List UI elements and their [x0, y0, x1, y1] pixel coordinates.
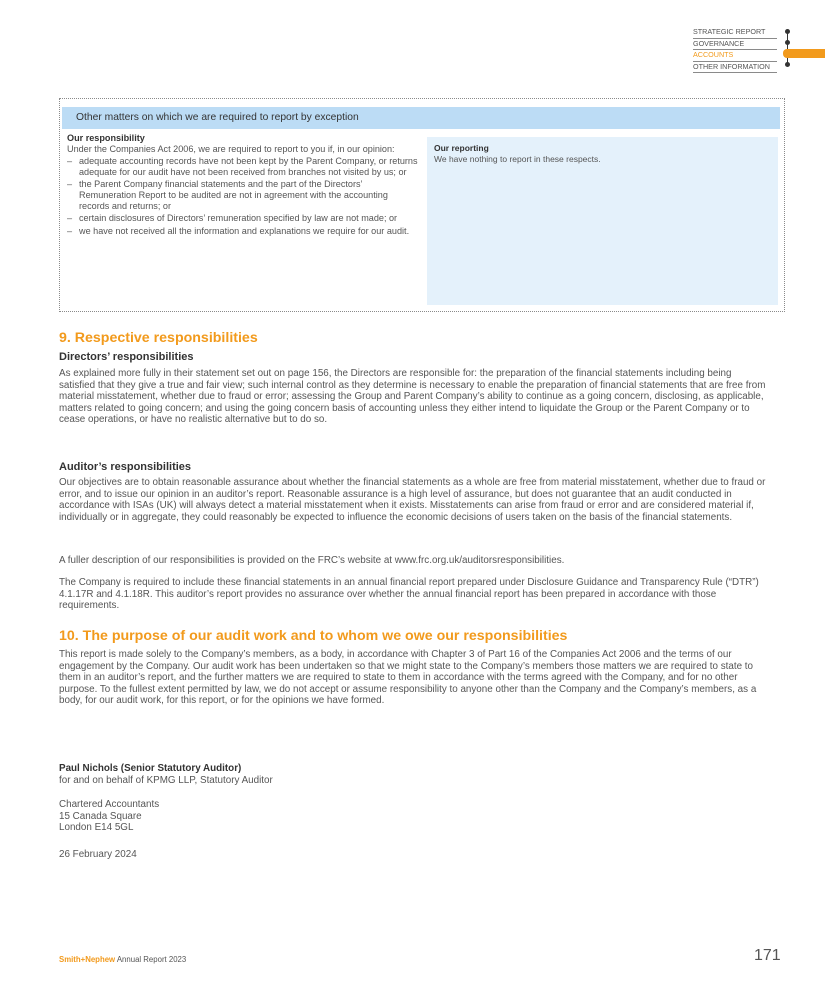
nav-item-other-information[interactable]: OTHER INFORMATION: [693, 62, 777, 74]
dtr-text: The Company is required to include these financial statements in an annual financial report prepared under Disclosure Guidance and Transparency Rule (“DTR”) 4.1.17R and 4.1.18R. This auditor’s report provides no assurance over whether the annual financial report has been prepared in accordance with those requirements.: [59, 577, 759, 611]
auditor-behalf: for and on behalf of KPMG LLP, Statutory Auditor: [59, 774, 273, 786]
signature-date: 26 February 2024: [59, 849, 137, 860]
other-matters-box: [59, 98, 785, 312]
our-responsibility-title: Our responsibility: [67, 133, 145, 143]
auditor-name: Paul Nichols (Senior Statutory Auditor): [59, 763, 242, 774]
our-reporting-text: We have nothing to report in these respects.: [434, 153, 601, 164]
directors-responsibilities-text: As explained more fully in their statement set out on page 156, the Directors are responsible for: the preparation of the financial statements including being satisfied that they give a true and fair view; such internal control as they determine is necessary to enable the preparation of financial statements that are free from material misstatement, whether due to fraud or error; assessing the Group and Parent Company’s ability to continue as a going concern, disclosing, as applicable, matters related to going concern; and using the going concern basis of accounting unless they either intend to liquidate the Group or the Parent Company or to cease operations, or have no realistic alternative but to do so.: [59, 368, 766, 425]
nav-item-strategic-report[interactable]: STRATEGIC REPORT: [693, 27, 777, 39]
brand-name: Smith+Nephew: [59, 955, 116, 964]
our-responsibility-intro: Under the Companies Act 2006, we are required to report to you if, in our opinion:: [67, 143, 395, 154]
nav-item-governance[interactable]: GOVERNANCE: [693, 39, 777, 51]
our-reporting-title: Our reporting: [434, 143, 489, 153]
responsibility-list: [67, 156, 419, 236]
address-line: Chartered Accountants: [59, 799, 160, 810]
address-line: London E14 5GL: [59, 822, 134, 833]
report-name: Annual Report 2023: [116, 955, 187, 964]
nav-dot-icon: [785, 40, 790, 45]
footer-brand: [59, 955, 186, 964]
auditors-responsibilities-title: Auditor’s responsibilities: [59, 461, 192, 473]
list-item: – we have not received all the information and explanations we require for our audit.: [67, 226, 419, 237]
section-9-title: 9. Respective responsibilities: [59, 330, 258, 346]
list-item: – the Parent Company financial statements and the part of the Directors’ Remuneration Report to be audited are not in agreement with the accounting records and returns; or: [67, 179, 419, 211]
our-reporting-panel: [427, 137, 778, 305]
frc-reference-text: A fuller description of our responsibilities is provided on the FRC’s website at www.frc.org.uk/auditorsresponsibilities.: [59, 555, 565, 566]
other-matters-heading: Other matters on which we are required to report by exception: [62, 107, 780, 129]
directors-responsibilities-title: Directors’ responsibilities: [59, 351, 194, 363]
nav-item-accounts[interactable]: ACCOUNTS: [693, 50, 777, 62]
list-item: – adequate accounting records have not been kept by the Parent Company, or returns adequate for our audit have not been received from branches not visited by us; or: [67, 156, 419, 177]
nav-active-marker: [783, 49, 825, 58]
nav-track: [787, 30, 788, 66]
nav-dot-icon: [785, 62, 790, 67]
section-10-title: 10. The purpose of our audit work and to whom we owe our responsibilities: [59, 628, 568, 644]
section-nav: [693, 27, 777, 73]
auditors-responsibilities-text: Our objectives are to obtain reasonable assurance about whether the financial statements as a whole are free from material misstatement, whether due to fraud or error, and to issue our opinion in an auditor’s report. Reasonable assurance is a high level of assurance, but does not guarantee that an audit conducted in accordance with ISAs (UK) will always detect a material misstatement when it exists. Misstatements can arise from fraud or error and are considered material if, individually or in aggregate, they could reasonably be expected to influence the economic decisions of users taken on the basis of the financial statements.: [59, 477, 766, 523]
our-responsibility-panel: [67, 133, 419, 236]
address-line: 15 Canada Square: [59, 810, 142, 822]
nav-dot-icon: [785, 29, 790, 34]
section-10-text: This report is made solely to the Company’s members, as a body, in accordance with Chapter 3 of Part 16 of the Companies Act 2006 and the terms of our engagement by the Company. Our audit work has been undertaken so that we might state to the Company’s members those matters we are required to state to them in an auditor’s report, and the further matters we are required to state to them in accordance with the terms agreed with the Company, and for no other purpose. To the fullest extent permitted by law, we do not accept or assume responsibility to anyone other than the Company and the Company’s members, as a body, for our audit work, for this report, or for the opinions we have formed.: [59, 649, 757, 706]
page-number: 171: [754, 947, 781, 964]
list-item: – certain disclosures of Directors’ remuneration specified by law are not made; or: [67, 213, 419, 224]
signature-block: [59, 763, 273, 786]
address-block: [59, 799, 159, 834]
